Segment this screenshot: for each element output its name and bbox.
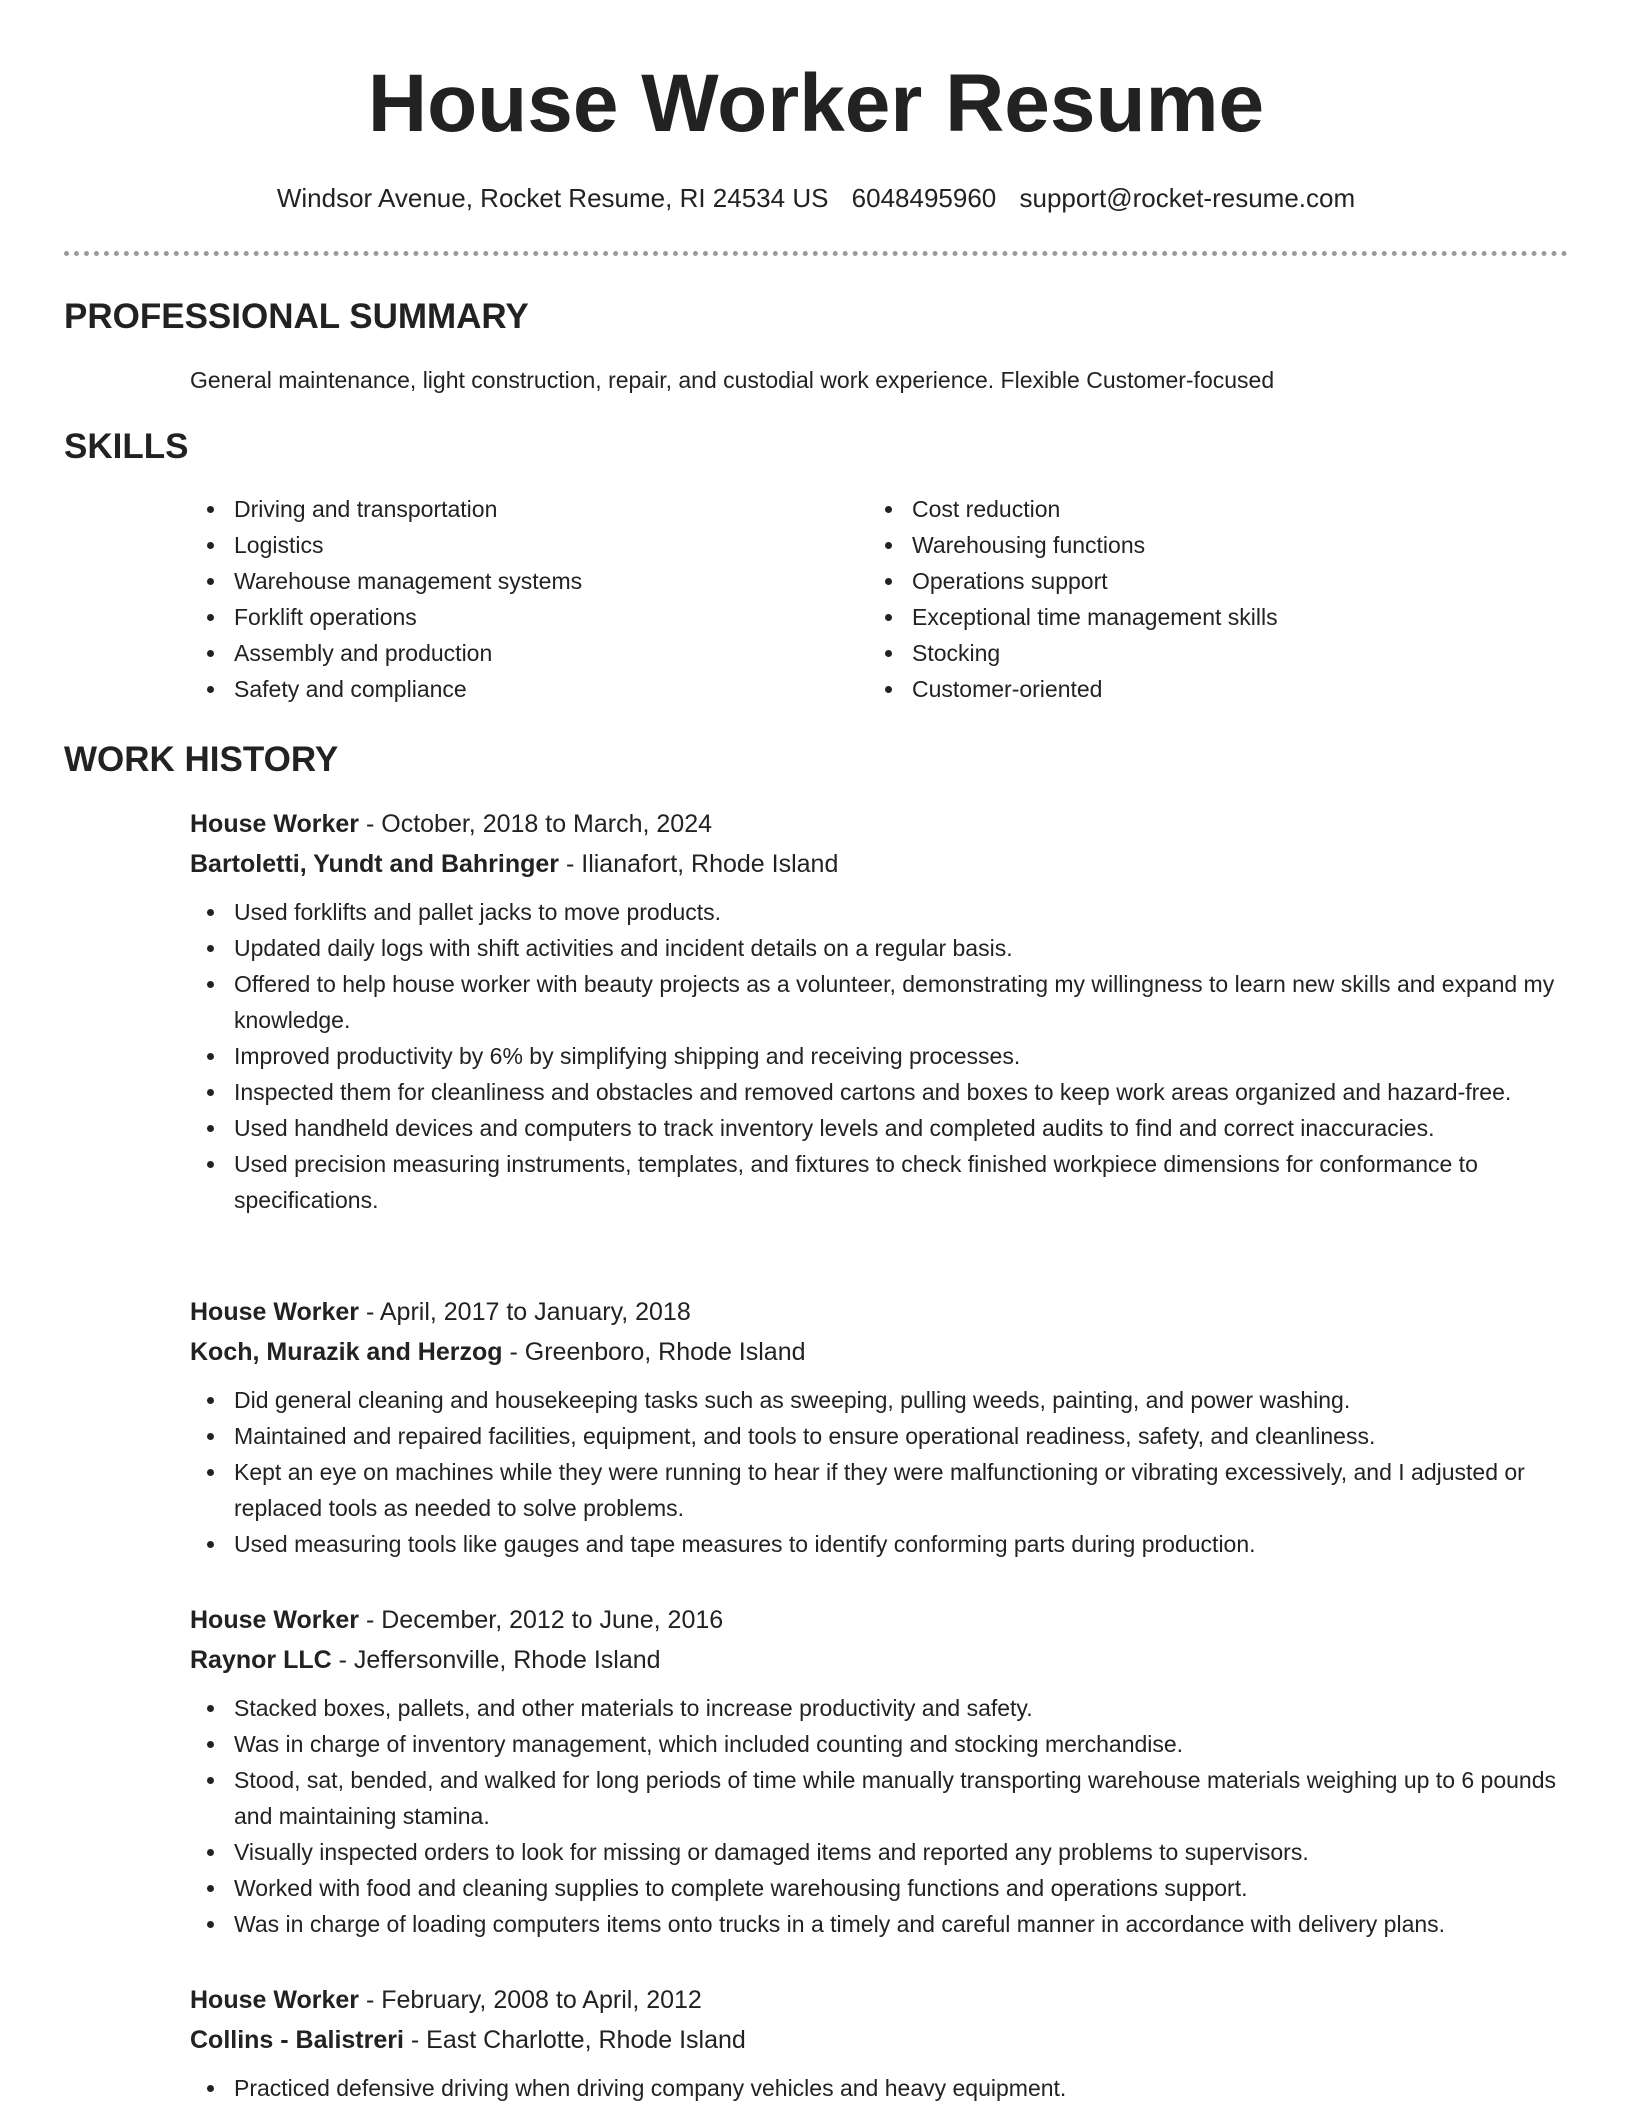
job-location: - Greenboro, Rhode Island xyxy=(509,1338,806,1366)
work-history-heading: WORK HISTORY xyxy=(64,740,339,779)
job-bullet: Practiced defensive driving when driving company vehicles and heavy equipment. xyxy=(190,2070,1566,2106)
job-title: House Worker xyxy=(190,810,360,838)
skills-section xyxy=(64,425,1568,469)
job-company-line xyxy=(190,844,1566,884)
job-company: Raynor LLC xyxy=(190,1646,332,1674)
job-bullet: Improved productivity by 6% by simplifying shipping and receiving processes. xyxy=(190,1038,1566,1074)
job-bullets xyxy=(190,1382,1566,1562)
job-company: Collins - Balistreri xyxy=(190,2026,404,2054)
work-history-section xyxy=(64,738,1568,782)
job-bullet: Kept an eye on machines while they were running to hear if they were malfunctioning or vibrating excessively, and I adjusted or replaced tools as needed to solve problems. xyxy=(190,1454,1566,1526)
job-bullet: Maintained and repaired facilities, equipment, and tools to ensure operational readiness, safety, and cleanliness. xyxy=(190,1418,1566,1454)
job-bullets xyxy=(190,2070,1566,2106)
job-title-line xyxy=(190,1292,1566,1332)
job-bullet: Stood, sat, bended, and walked for long periods of time while manually transporting warehouse materials weighing up to 6 pounds and maintaining stamina. xyxy=(190,1762,1566,1834)
skill-item: Logistics xyxy=(190,527,830,563)
contact-line xyxy=(0,180,1632,216)
summary-heading: PROFESSIONAL SUMMARY xyxy=(64,297,529,336)
job-bullets xyxy=(190,894,1566,1218)
job-bullet: Inspected them for cleanliness and obstacles and removed cartons and boxes to keep work areas organized and hazard-free. xyxy=(190,1074,1566,1110)
job-dates: - October, 2018 to March, 2024 xyxy=(365,810,713,838)
job-bullet: Visually inspected orders to look for missing or damaged items and reported any problems to supervisors. xyxy=(190,1834,1566,1870)
summary-section xyxy=(64,295,1568,339)
job-title-line xyxy=(190,804,1566,844)
skill-item: Exceptional time management skills xyxy=(868,599,1548,635)
skill-item: Driving and transportation xyxy=(190,491,830,527)
skill-item: Assembly and production xyxy=(190,635,830,671)
job-entry xyxy=(190,1292,1566,1562)
job-title: House Worker xyxy=(190,1298,360,1326)
job-company: Koch, Murazik and Herzog xyxy=(190,1338,503,1366)
job-bullet: Was in charge of loading computers items onto trucks in a timely and careful manner in accordance with delivery plans. xyxy=(190,1906,1566,1942)
skill-item: Warehousing functions xyxy=(868,527,1548,563)
skill-item: Forklift operations xyxy=(190,599,830,635)
job-entry xyxy=(190,804,1566,1218)
job-company: Bartoletti, Yundt and Bahringer xyxy=(190,850,560,878)
job-location: - Jeffersonville, Rhode Island xyxy=(338,1646,661,1674)
job-title: House Worker xyxy=(190,1606,360,1634)
skill-item: Stocking xyxy=(868,635,1548,671)
job-bullet: Used precision measuring instruments, templates, and fixtures to check finished workpiece dimensions for conformance to specifications. xyxy=(190,1146,1566,1218)
skill-item: Operations support xyxy=(868,563,1548,599)
contact-address: Windsor Avenue, Rocket Resume, RI 24534 US xyxy=(276,183,829,213)
job-bullet: Offered to help house worker with beauty projects as a volunteer, demonstrating my willingness to learn new skills and expand my knowledge. xyxy=(190,966,1566,1038)
skill-item: Cost reduction xyxy=(868,491,1548,527)
job-company-line xyxy=(190,1332,1566,1372)
job-bullet: Used handheld devices and computers to track inventory levels and completed audits to find and correct inaccuracies. xyxy=(190,1110,1566,1146)
skills-list-left xyxy=(190,491,830,707)
job-bullet: Stacked boxes, pallets, and other materials to increase productivity and safety. xyxy=(190,1690,1566,1726)
job-company-line xyxy=(190,1640,1566,1680)
skill-item: Safety and compliance xyxy=(190,671,830,707)
job-dates: - April, 2017 to January, 2018 xyxy=(365,1298,691,1326)
job-location: - East Charlotte, Rhode Island xyxy=(410,2026,746,2054)
skills-list-right xyxy=(868,491,1548,707)
contact-email: support@rocket-resume.com xyxy=(1019,183,1356,213)
resume-title: House Worker Resume xyxy=(367,58,1265,149)
job-entry xyxy=(190,1980,1566,2106)
job-bullet: Used measuring tools like gauges and tape measures to identify conforming parts during production. xyxy=(190,1526,1566,1562)
job-bullet: Used forklifts and pallet jacks to move products. xyxy=(190,894,1566,930)
job-title: House Worker xyxy=(190,1986,360,2014)
job-bullet: Did general cleaning and housekeeping tasks such as sweeping, pulling weeds, painting, and power washing. xyxy=(190,1382,1566,1418)
job-title-line xyxy=(190,1980,1566,2020)
job-bullet: Was in charge of inventory management, which included counting and stocking merchandise. xyxy=(190,1726,1566,1762)
summary-text: General maintenance, light construction, repair, and custodial work experience. Flexible Customer-focused xyxy=(190,367,1275,393)
job-bullets xyxy=(190,1690,1566,1942)
job-dates: - February, 2008 to April, 2012 xyxy=(365,1986,702,2014)
contact-phone: 6048495960 xyxy=(851,183,997,213)
skill-item: Customer-oriented xyxy=(868,671,1548,707)
job-bullet: Updated daily logs with shift activities and incident details on a regular basis. xyxy=(190,930,1566,966)
job-location: - Ilianafort, Rhode Island xyxy=(565,850,839,878)
skill-item: Warehouse management systems xyxy=(190,563,830,599)
job-company-line xyxy=(190,2020,1566,2060)
header-divider xyxy=(64,251,1568,256)
skills-heading: SKILLS xyxy=(64,427,189,466)
job-entry xyxy=(190,1600,1566,1942)
job-bullet: Worked with food and cleaning supplies to complete warehousing functions and operations support. xyxy=(190,1870,1566,1906)
job-dates: - December, 2012 to June, 2016 xyxy=(365,1606,724,1634)
job-title-line xyxy=(190,1600,1566,1640)
